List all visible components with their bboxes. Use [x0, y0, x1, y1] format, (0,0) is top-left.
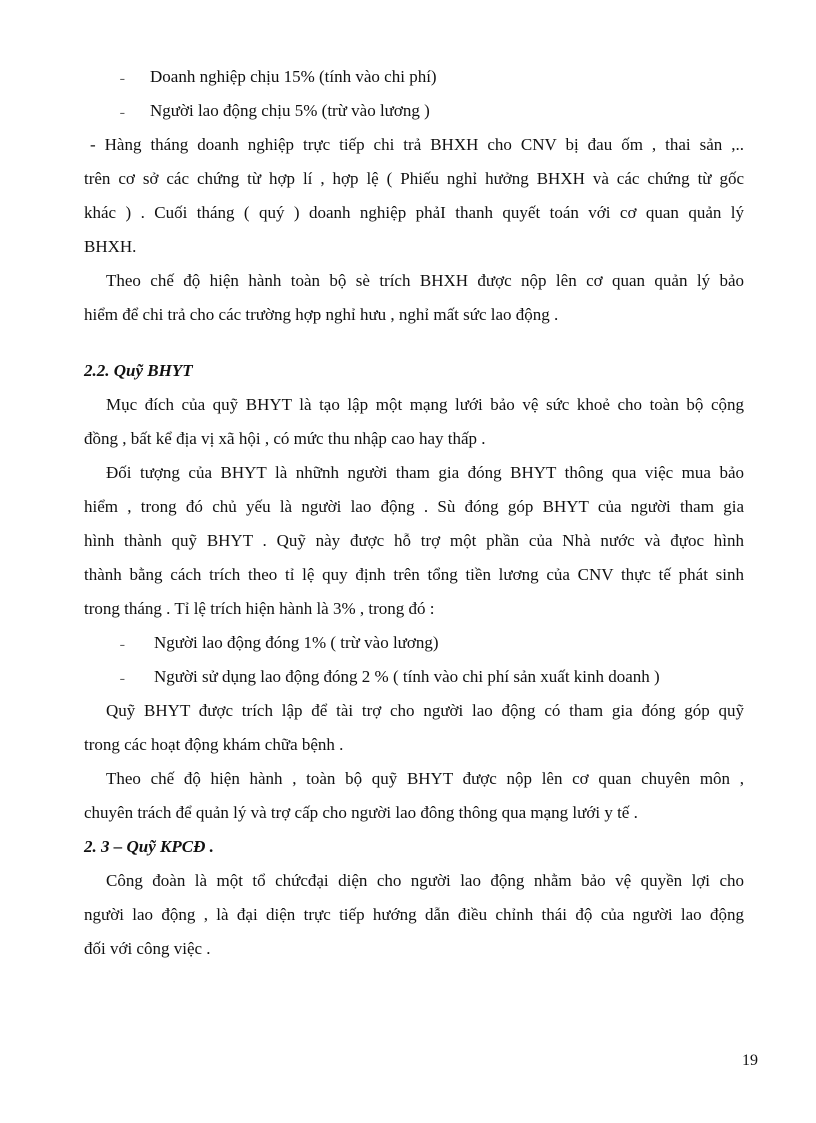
section-heading-bhyt: 2.2. Quỹ BHYT: [84, 361, 193, 380]
bullet-text: Người lao động chịu 5% (trừ vào lương ): [150, 101, 430, 120]
paragraph-line: Theo chế độ hiện hành toàn bộ sè trích BHXH được nộp lên cơ quan quản lý bảo: [106, 271, 744, 290]
paragraph-line: trên cơ sở các chứng từ hợp lí , hợp lệ ( Phiếu nghỉ hưởng BHXH và các chứng từ gốc: [84, 169, 744, 188]
bullet-item: [84, 626, 744, 660]
paragraph-line: trong tháng . Tỉ lệ trích hiện hành là 3% , trong đó :: [84, 599, 435, 618]
page-content: [84, 60, 744, 966]
paragraph-line: Quỹ BHYT được trích lập để tài trợ cho người lao động có tham gia đóng góp quỹ: [106, 701, 744, 720]
bullet-marker: ˗: [120, 105, 125, 120]
paragraph-line: Công đoàn là một tổ chứcđại diện cho người lao động nhằm bảo vệ quyền lợi cho: [106, 871, 744, 890]
paragraph-regulation-bhyt: [84, 762, 744, 830]
paragraph-subjects: [84, 456, 744, 626]
paragraph-line: hình thành quỹ BHYT . Quỹ này được hỗ trợ một phần của Nhà nước và đựoc hình: [84, 531, 744, 550]
paragraph-line: hiểm để chi trả cho các trường hợp nghỉ hưu , nghỉ mất sức lao động .: [84, 305, 559, 324]
page-number: 19: [742, 1052, 758, 1069]
paragraph-line: người lao động , là đại diện trực tiếp hướng dẫn điều chỉnh thái độ của người lao động: [84, 905, 744, 924]
bullet-item: [84, 94, 744, 128]
paragraph-line: Theo chế độ hiện hành , toàn bộ quỹ BHYT được nộp lên cơ quan chuyên môn ,: [106, 769, 744, 788]
paragraph-line: BHXH.: [84, 237, 137, 256]
paragraph-line: thành bằng cách trích theo tỉ lệ quy định trên tổng tiền lương của CNV thực tế phát sinh: [84, 565, 744, 584]
paragraph-line: đồng , bất kể địa vị xã hội , có mức thu nhập cao hay thấp .: [84, 429, 486, 448]
bullet-marker: ˗: [120, 637, 125, 652]
paragraph-purpose: [84, 388, 744, 456]
paragraph-union: [84, 864, 744, 966]
bullet-marker: ˗: [120, 71, 125, 86]
spacer: [84, 332, 744, 354]
paragraph-line: Đối tượng của BHYT là nhữnh người tham gia đóng BHYT thông qua việc mua bảo: [106, 463, 744, 482]
paragraph-line: Mục đích của quỹ BHYT là tạo lập một mạng lưới bảo vệ sức khoẻ cho toàn bộ cộng: [106, 395, 744, 414]
bullet-marker: ˗: [120, 671, 125, 686]
paragraph-payment: [84, 128, 744, 264]
bullet-text: Doanh nghiệp chịu 15% (tính vào chi phí): [150, 67, 437, 86]
bullet-text: Người sử dụng lao động đóng 2 % ( tính vào chi phí sản xuất kinh doanh ): [154, 667, 660, 686]
paragraph-line: - Hàng tháng doanh nghiệp trực tiếp chi trả BHXH cho CNV bị đau ốm , thai sản ,..: [90, 135, 744, 154]
paragraph-line: trong các hoạt động khám chữa bệnh .: [84, 735, 344, 754]
paragraph-line: đối với công việc .: [84, 939, 211, 958]
bullet-text: Người lao động đóng 1% ( trừ vào lương): [154, 633, 439, 652]
section-heading-kpcd: 2. 3 – Quỹ KPCĐ .: [84, 837, 214, 856]
paragraph-funding: [84, 694, 744, 762]
paragraph-line: khác ) . Cuối tháng ( quý ) doanh nghiệp phảI thanh quyết toán với cơ quan quản lý: [84, 203, 744, 222]
paragraph-line: chuyên trách để quản lý và trợ cấp cho người lao đông thông qua mạng lưới y tế .: [84, 803, 638, 822]
bullet-item: [84, 60, 744, 94]
paragraph-regulation: [84, 264, 744, 332]
paragraph-line: hiểm , trong đó chủ yếu là người lao động . Sù đóng góp BHYT của người tham gia: [84, 497, 744, 516]
bullet-item: [84, 660, 744, 694]
